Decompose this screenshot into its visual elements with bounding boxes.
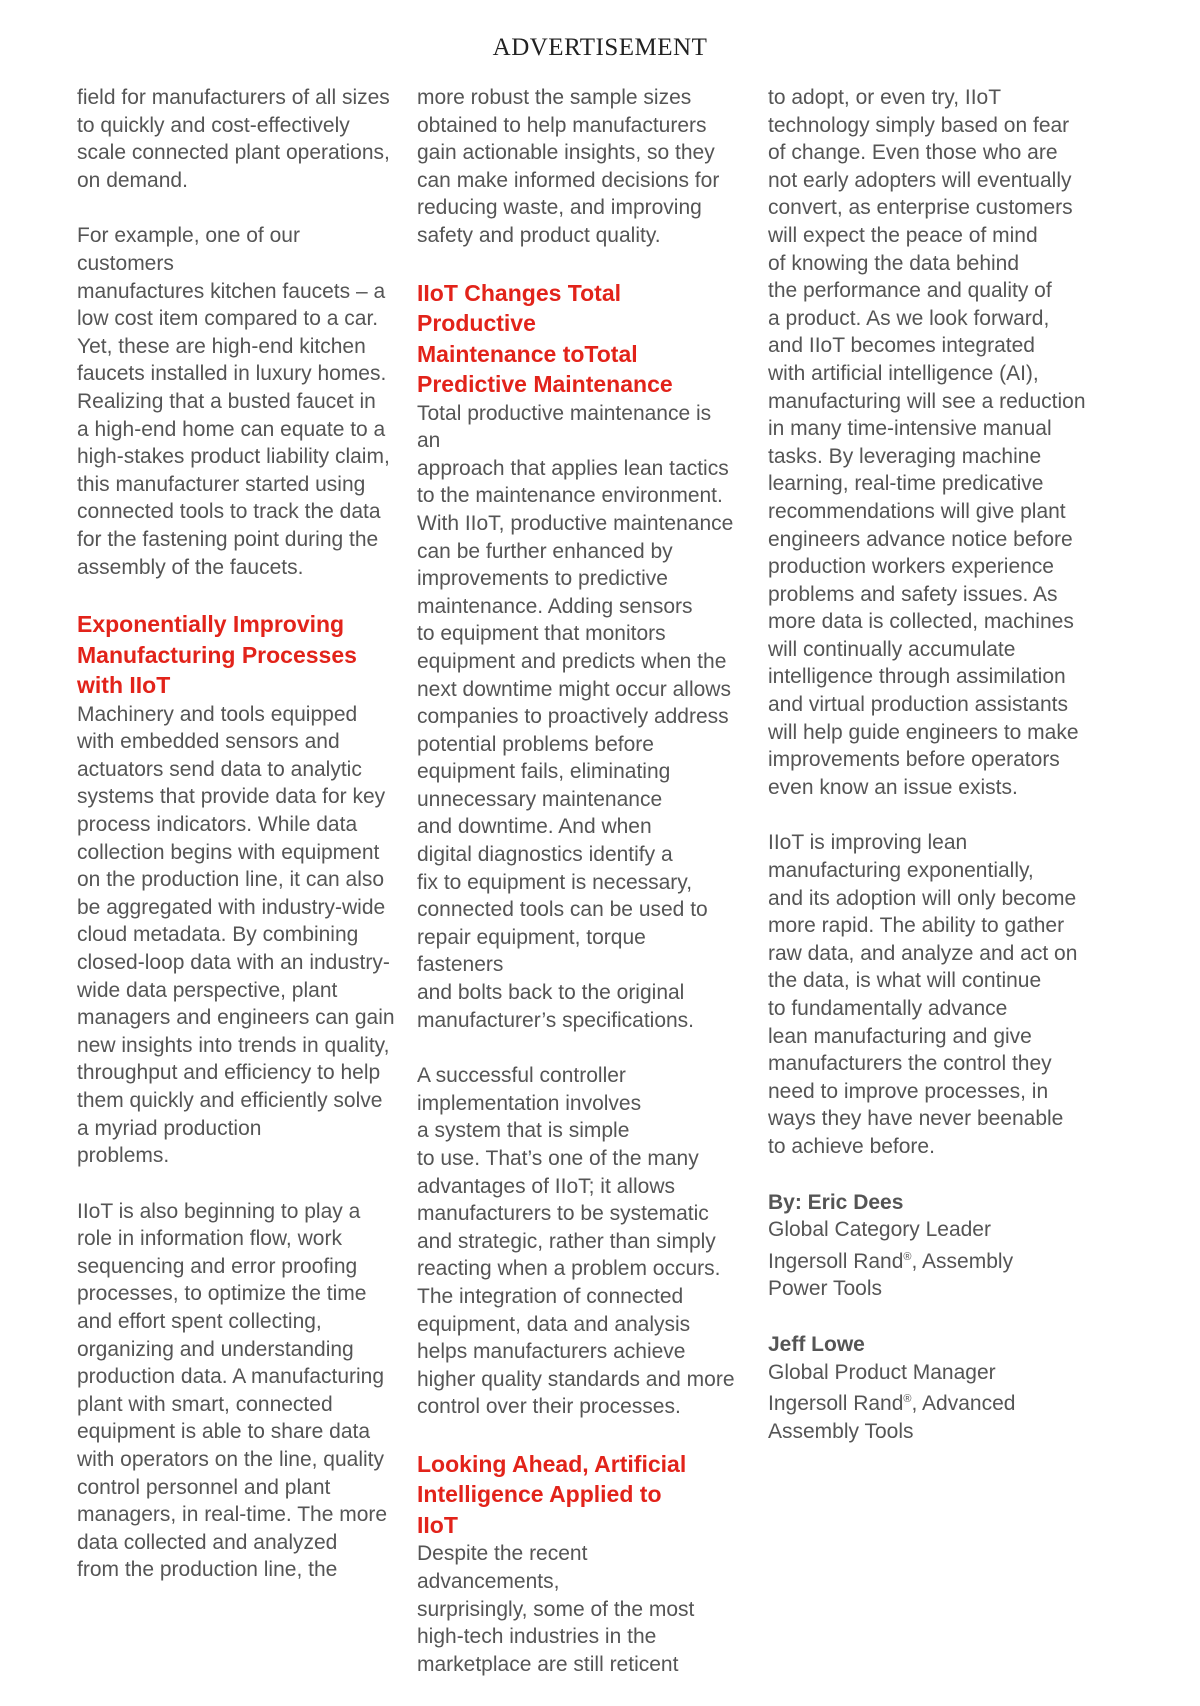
paragraph: more robust the sample sizes obtained to help manufacturers gain actionable insights, so they can make informed decisions for reducing waste, and improving safety and product quality.: [417, 86, 720, 247]
section-heading: Exponentially Improving Manufacturing Processes with IIoT: [77, 611, 357, 699]
author-company: [768, 1244, 1086, 1276]
paragraph: A successful controller implementation involves a system that is simple to use. That’s one of the many advantages of IIoT; it allows manufacturers to be systematic and strategic, rather than simply reacting when a problem occurs. The integration of connected equipment, data and analysis helps manufacturers achieve higher quality standards and more control over their processes.: [417, 1064, 735, 1419]
paragraph: Despite the recent advancements, surprisingly, some of the most high-tech industries in the marketplace are still reticent: [417, 1542, 695, 1676]
registered-mark: ®: [903, 1393, 912, 1406]
registered-mark: ®: [903, 1250, 912, 1263]
company-name: Ingersoll Rand: [768, 1392, 904, 1416]
paragraph: field for manufacturers of all sizes to quickly and cost-effectively scale connected plant operations, on demand.: [77, 86, 390, 192]
paragraph: Machinery and tools equipped with embedded sensors and actuators send data to analytic systems that provide data for key process indicators. While data collection begins with equipment on the production line, it can also be aggregated with industry-wide cloud metadata. By combining closed-loop data with an industry- wide data perspective, plant managers and engineers can gain new insights into trends in quality, throughput and efficiency to help them quickly and efficiently solve a myriad production problems.: [77, 702, 395, 1168]
company-division: , Advanced: [911, 1392, 1016, 1416]
author-block-1: [768, 1189, 1086, 1303]
section-heading: IIoT Changes Total Productive Maintenance toTotal Predictive Maintenance: [417, 279, 673, 398]
author-title: Global Product Manager: [768, 1360, 996, 1384]
company-division: , Assembly: [911, 1249, 1014, 1273]
author-name: By: Eric Dees: [768, 1190, 904, 1214]
section-heading: Looking Ahead, Artificial Intelligence Applied to IIoT: [417, 1450, 687, 1538]
author-title: Global Category Leader: [768, 1218, 991, 1242]
paragraph: Total productive maintenance is an approach that applies lean tactics to the maintenance environment. With IIoT, productive maintenance can be further enhanced by improvements to predictive maintenance. Adding sensors to equipment that monitors equipment and predicts when the next downtime might occur allows companies to proactively address potential problems before equipment fails, eliminating unnecessary maintenance and downtime. And when digital diagnostics identify a fix to equipment is necessary, connected tools can be used to repair equipment, torque fasteners and bolts back to the original manufacturer’s specifications.: [417, 401, 734, 1032]
author-division: Power Tools: [768, 1277, 883, 1301]
column-3: [768, 84, 1086, 1473]
paragraph: IIoT is improving lean manufacturing exponentially, and its adoption will only become more rapid. The ability to gather raw data, and analyze and act on the data, is what will continue to fundamentally advance lean manufacturing and give manufacturers the control they need to improve processes, in ways they have never beenable to achieve before.: [768, 831, 1078, 1158]
column-2: [417, 84, 735, 1706]
company-name: Ingersoll Rand: [768, 1249, 904, 1273]
author-division: Assembly Tools: [768, 1419, 914, 1443]
advertisement-header: ADVERTISEMENT: [492, 34, 708, 61]
paragraph: to adopt, or even try, IIoT technology simply based on fear of change. Even those who are not early adopters will eventually convert, as enterprise customers will expect the peace of mind of knowing the data behind the performance and quality of a product. As we look forward, and IIoT becomes integrated with artificial intelligence (AI), manufacturing will see a reduction in many time-intensive manual tasks. By leveraging machine learning, real-time predicative recommendations will give plant engineers advance notice before production workers experience problems and safety issues. As more data is collected, machines will continually accumulate intelligence through assimilation and virtual production assistants will help guide engineers to make improvements before operators even know an issue exists.: [768, 86, 1086, 799]
author-name: Jeff Lowe: [768, 1332, 865, 1356]
paragraph: For example, one of our customers manufactures kitchen faucets – a low cost item compared to a car. Yet, these are high-end kitchen faucets installed in luxury homes. Realizing that a busted faucet in a high-end home can equate to a high-stakes product liability claim, this manufacturer started using connected tools to track the data for the fastening point during the assembly of the faucets.: [77, 224, 390, 579]
author-block-2: [768, 1331, 1086, 1445]
author-company: [768, 1386, 1086, 1418]
paragraph: IIoT is also beginning to play a role in information flow, work sequencing and error proofing processes, to optimize the time and effort spent collecting, organizing and understanding production data. A manufacturing plant with smart, connected equipment is able to share data with operators on the line, quality control personnel and plant managers, in real-time. The more data collected and analyzed from the production line, the: [77, 1199, 388, 1582]
column-1: [77, 84, 395, 1612]
